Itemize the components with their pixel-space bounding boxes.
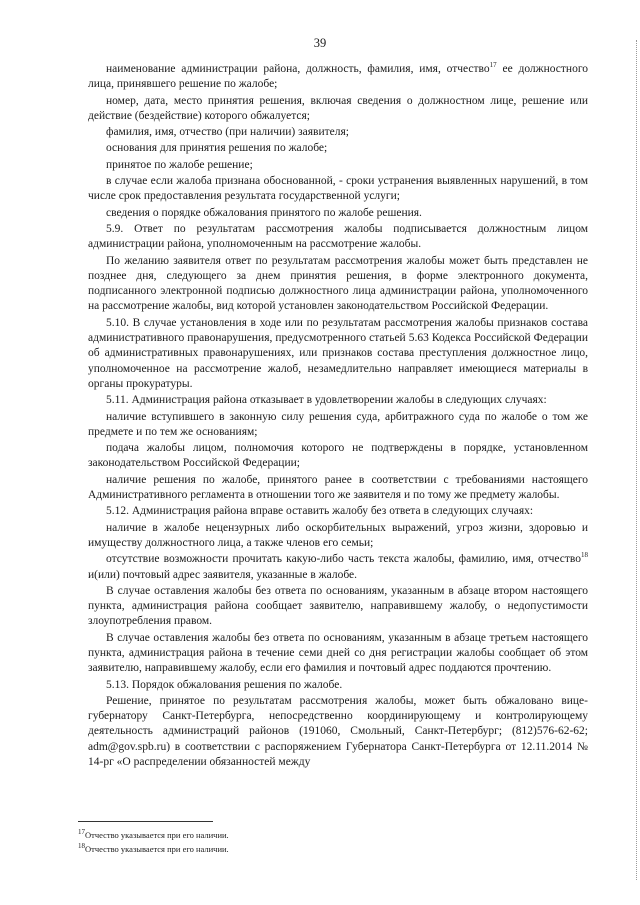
paragraph bbox=[88, 678, 588, 693]
paragraph-text: сведения о порядке обжалования принятого по жалобе решения. bbox=[106, 206, 422, 219]
paragraph bbox=[88, 504, 588, 519]
paragraph-text: основания для принятия решения по жалобе; bbox=[106, 142, 328, 155]
paragraph-text: По желанию заявителя ответ по результатам рассмотрения жалобы может быть представлен не позднее дня, следующего за днем принятия решения, в форме электронного документа, подписанного электронной подписью должностного лица администрации района, уполномоченного на рассмотрение жалобы, вид которой установлен законодательством Российской Федерации. bbox=[88, 254, 588, 313]
footnote bbox=[78, 828, 578, 842]
footnote-mark: 18 bbox=[78, 842, 85, 851]
paragraph bbox=[88, 694, 588, 770]
paragraph bbox=[88, 521, 588, 552]
footnotes bbox=[78, 828, 578, 856]
paragraph bbox=[88, 158, 588, 173]
paragraph-text: наименование администрации района, должность, фамилия, имя, отчество bbox=[106, 63, 490, 75]
paragraph bbox=[88, 222, 588, 253]
paragraph bbox=[88, 125, 588, 140]
paragraph-text: 5.9. Ответ по результатам рассмотрения жалобы подписывается должностным лицом администрации района, уполномоченным на рассмотрение жалобы. bbox=[88, 222, 588, 251]
paragraph bbox=[88, 174, 588, 205]
footnote bbox=[78, 842, 578, 856]
paragraph bbox=[88, 62, 588, 93]
paragraph bbox=[88, 254, 588, 315]
paragraph-text: принятое по жалобе решение; bbox=[106, 158, 253, 171]
paragraph-text: в случае если жалоба признана обоснованной, - сроки устранения выявленных нарушений, в том числе срок предоставления результата государственной услуги; bbox=[88, 175, 588, 203]
paragraph-text: В случае оставления жалобы без ответа по основаниям, указанным в абзаце третьем настоящего пункта, администрация района в течение семи дней со дня регистрации жалобы сообщает об этом заявителю, направившему жалобу, если его фамилия и почтовый адрес поддаются прочтению. bbox=[88, 631, 588, 675]
paragraph-text: отсутствие возможности прочитать какую-либо часть текста жалобы, фамилию, имя, отчество bbox=[106, 553, 581, 566]
paragraph-text: 5.10. В случае установления в ходе или по результатам рассмотрения жалобы признаков состава административного правонарушения, предусмотренного статьей 5.63 Кодекса Российской Федерации об административных правонарушениях, или признаков состава преступления должностное лицо, уполномоченное на рассмотрение жалоб, незамедлительно направляет имеющиеся материалы в органы прокуратуры. bbox=[88, 316, 588, 390]
paragraph bbox=[88, 94, 588, 125]
paragraph-text: номер, дата, место принятия решения, включая сведения о должностном лице, решение или действие (бездействие) которого обжалуется; bbox=[88, 94, 588, 122]
footnote-reference: 17 bbox=[489, 61, 497, 70]
paragraph bbox=[88, 410, 588, 441]
paragraph-text: 5.11. Администрация района отказывает в удовлетворении жалобы в следующих случаях: bbox=[106, 394, 547, 407]
footnote-reference: 18 bbox=[581, 551, 588, 560]
paragraph-text: Решение, принятое по результатам рассмотрения жалобы, может быть обжаловано вице-губернатору Санкт-Петербурга, непосредственно координирующему и контролирующему деятельность администраций районов (191060, Смольный, Санкт-Петербург; (812)576-62-62; adm@gov.spb.ru) в соответствии с распоряжением Губернатора Санкт-Петербурга от 12.11.2014 № 14-рг «О распределении обязанностей между bbox=[88, 694, 588, 769]
paragraph-text: наличие вступившего в законную силу решения суда, арбитражного суда по жалобе о том же предмете и по тем же основаниям; bbox=[88, 410, 588, 438]
paragraph-text: подача жалобы лицом, полномочия которого не подтверждены в порядке, установленном законодательством Российской Федерации; bbox=[88, 442, 588, 470]
scan-edge-line bbox=[636, 40, 637, 880]
footnote-text: Отчество указывается при его наличии. bbox=[85, 830, 229, 840]
paragraph-text: 5.12. Администрация района вправе оставить жалобу без ответа в следующих случаях: bbox=[106, 505, 534, 518]
paragraph bbox=[88, 316, 588, 392]
paragraph bbox=[88, 473, 588, 504]
paragraph bbox=[88, 552, 588, 583]
paragraph-text: наличие решения по жалобе, принятого ранее в соответствии с требованиями настоящего Административного регламента в отношении того же заявителя и по тому же предмету жалобы. bbox=[88, 473, 588, 502]
footnote-text: Отчество указывается при его наличии. bbox=[85, 844, 229, 854]
paragraph bbox=[88, 631, 588, 677]
paragraph-text: 5.13. Порядок обжалования решения по жалобе. bbox=[106, 678, 343, 691]
paragraph-text: и(или) почтовый адрес заявителя, указанные в жалобе. bbox=[88, 568, 357, 581]
footnote-separator bbox=[78, 821, 213, 822]
paragraph bbox=[88, 584, 588, 630]
paragraph-text: В случае оставления жалобы без ответа по основаниям, указанным в абзаце втором настоящего пункта, администрация района сообщает заявителю, направившему жалобу, о недопустимости злоупотребления правом. bbox=[88, 584, 588, 628]
paragraph-text: наличие в жалобе нецензурных либо оскорбительных выражений, угроз жизни, здоровью и имуществу должностного лица, а также членов его семьи; bbox=[88, 521, 588, 549]
paragraph-text: ее должностного лица, принявшего решение по жалобе; bbox=[88, 63, 589, 91]
footnote-mark: 17 bbox=[78, 828, 85, 837]
paragraph bbox=[88, 141, 588, 156]
paragraph bbox=[88, 441, 588, 472]
paragraph bbox=[88, 206, 588, 221]
paragraph-text: фамилия, имя, отчество (при наличии) заявителя; bbox=[106, 126, 349, 139]
paragraph bbox=[88, 393, 588, 408]
body-text bbox=[88, 62, 588, 770]
page-number: 39 bbox=[313, 36, 327, 50]
